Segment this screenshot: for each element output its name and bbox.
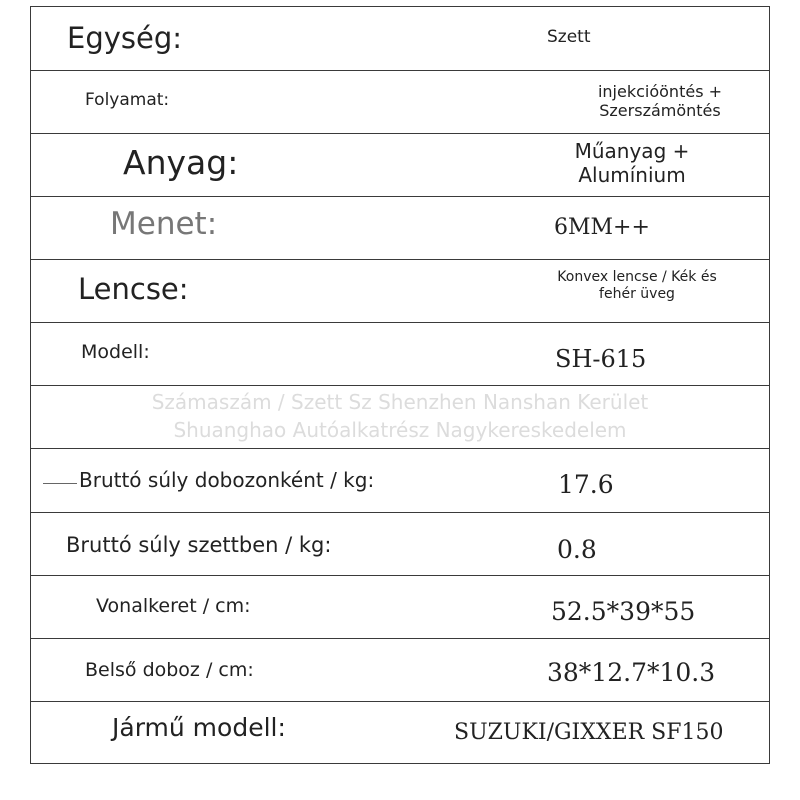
table-row-outer-carton <box>31 576 769 639</box>
inner-box-value: 38*12.7*10.3 <box>547 658 716 687</box>
watermark-line-2: Shuanghao Autóalkatrész Nagykereskedelem <box>173 418 627 442</box>
thread-value: 6MM++ <box>554 215 650 240</box>
table-row-vehicle-model <box>31 702 769 763</box>
unit-value: Szett <box>547 27 591 47</box>
gross-weight-set-value: 0.8 <box>557 535 597 564</box>
model-label: Modell: <box>81 341 150 363</box>
vehicle-model-label: Jármű modell: <box>112 713 286 742</box>
table-row-material <box>31 134 769 197</box>
watermark-line-1: Számaszám / Szett Sz Shenzhen Nanshan Kerület <box>151 390 649 414</box>
table-row-model <box>31 323 769 386</box>
process-value: injekcióöntés + Szerszámöntés <box>597 82 723 121</box>
inner-box-label: Belső doboz / cm: <box>85 659 254 681</box>
lens-value: Konvex lencse / Kék és fehér üveg <box>557 269 717 302</box>
table-row-gross-weight-set <box>31 513 769 576</box>
dash-mark <box>43 483 77 484</box>
spec-table <box>30 6 770 764</box>
vehicle-model-value: SUZUKI/GIXXER SF150 <box>454 720 724 745</box>
material-label: Anyag: <box>123 143 239 182</box>
lens-label: Lencse: <box>78 272 189 306</box>
table-row-thread <box>31 197 769 260</box>
gross-weight-box-value: 17.6 <box>558 470 614 499</box>
outer-carton-value: 52.5*39*55 <box>551 597 696 626</box>
table-row-gross-weight-box <box>31 449 769 513</box>
outer-carton-label: Vonalkeret / cm: <box>96 595 251 617</box>
thread-label: Menet: <box>110 206 218 242</box>
table-row-unit <box>31 7 769 71</box>
unit-label: Egység: <box>67 21 183 55</box>
table-row-process <box>31 71 769 134</box>
gross-weight-box-label: Bruttó súly dobozonként / kg: <box>79 468 375 492</box>
material-value: Műanyag + Alumínium <box>574 139 690 187</box>
process-label: Folyamat: <box>85 90 170 110</box>
model-value: SH-615 <box>555 345 647 373</box>
table-row-inner-box <box>31 639 769 702</box>
table-row-watermark <box>31 386 769 449</box>
table-row-lens <box>31 260 769 323</box>
gross-weight-set-label: Bruttó súly szettben / kg: <box>66 533 332 557</box>
